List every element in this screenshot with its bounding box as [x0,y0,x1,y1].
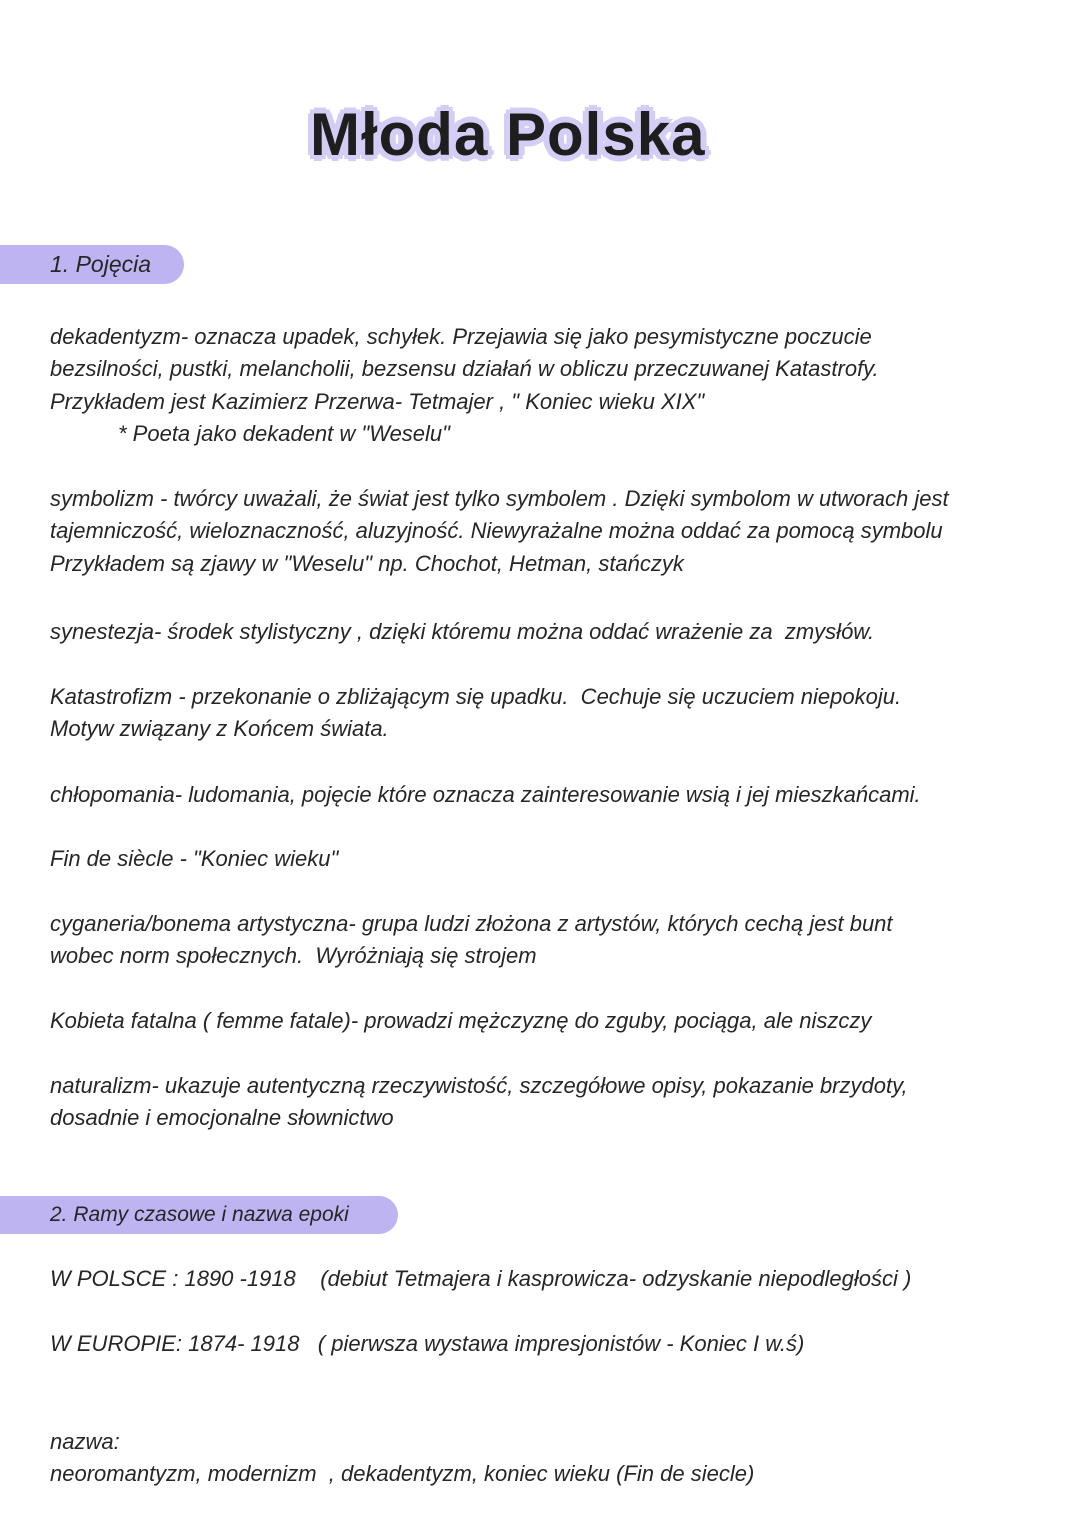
text-line: W EUROPIE: 1874- 1918 ( pierwsza wystawa impresjonistów - Koniec I w.ś) [50,1331,805,1356]
text-line: Fin de siècle - "Koniec wieku" [50,846,339,871]
text-line: W POLSCE : 1890 -1918 (debiut Tetmajera i kasprowicza- odzyskanie niepodległości ) [50,1266,912,1291]
text-line: bezsilności, pustki, melancholii, bezsensu działań w obliczu przeczuwanej Katastrofy. [50,356,879,381]
text-line: naturalizm- ukazuje autentyczną rzeczywistość, szczegółowe opisy, pokazanie brzydoty, [50,1073,908,1098]
text-line: nazwa: [50,1429,120,1454]
text-line: Kobieta fatalna ( femme fatale)- prowadzi mężczyznę do zguby, pociąga, ale niszczy [50,1008,872,1033]
text-line: Katastrofizm - przekonanie o zbliżającym się upadku. Cechuje się uczuciem niepokoju. [50,684,902,709]
text-line: tajemniczość, wieloznaczność, aluzyjność. Niewyrażalne można oddać za pomocą symbolu [50,518,943,543]
text-line: Przykładem jest Kazimierz Przerwa- Tetmajer , " Koniec wieku XIX" [50,389,705,414]
text-line: neoromantyzm, modernizm , dekadentyzm, koniec wieku (Fin de siecle) [50,1461,755,1486]
text-line: * Poeta jako dekadent w "Weselu" [118,421,450,446]
text-line: Przykładem są zjawy w "Weselu" np. Chochot, Hetman, stańczyk [50,551,684,576]
text-line: symbolizm - twórcy uważali, że świat jest tylko symbolem . Dzięki symbolom w utworach jest [50,486,949,511]
section-heading-ramy-czasowe: 2. Ramy czasowe i nazwa epoki [0,1196,398,1234]
text-line: chłopomania- ludomania, pojęcie które oznacza zainteresowanie wsią i jej mieszkańcami. [50,782,921,807]
page-title: Młoda Polska [310,101,706,168]
text-line: synestezja- środek stylistyczny , dzięki któremu można oddać wrażenie za zmysłów. [50,619,875,644]
section-heading-pojecia: 1. Pojęcia [0,245,184,284]
text-line: Motyw związany z Końcem świata. [50,716,389,741]
text-line: dekadentyzm- oznacza upadek, schyłek. Przejawia się jako pesymistyczne poczucie [50,324,872,349]
text-line: wobec norm społecznych. Wyróżniają się strojem [50,943,537,968]
text-line: cyganeria/bonema artystyczna- grupa ludzi złożona z artystów, których cechą jest bunt [50,911,893,936]
text-line: dosadnie i emocjonalne słownictwo [50,1105,394,1130]
